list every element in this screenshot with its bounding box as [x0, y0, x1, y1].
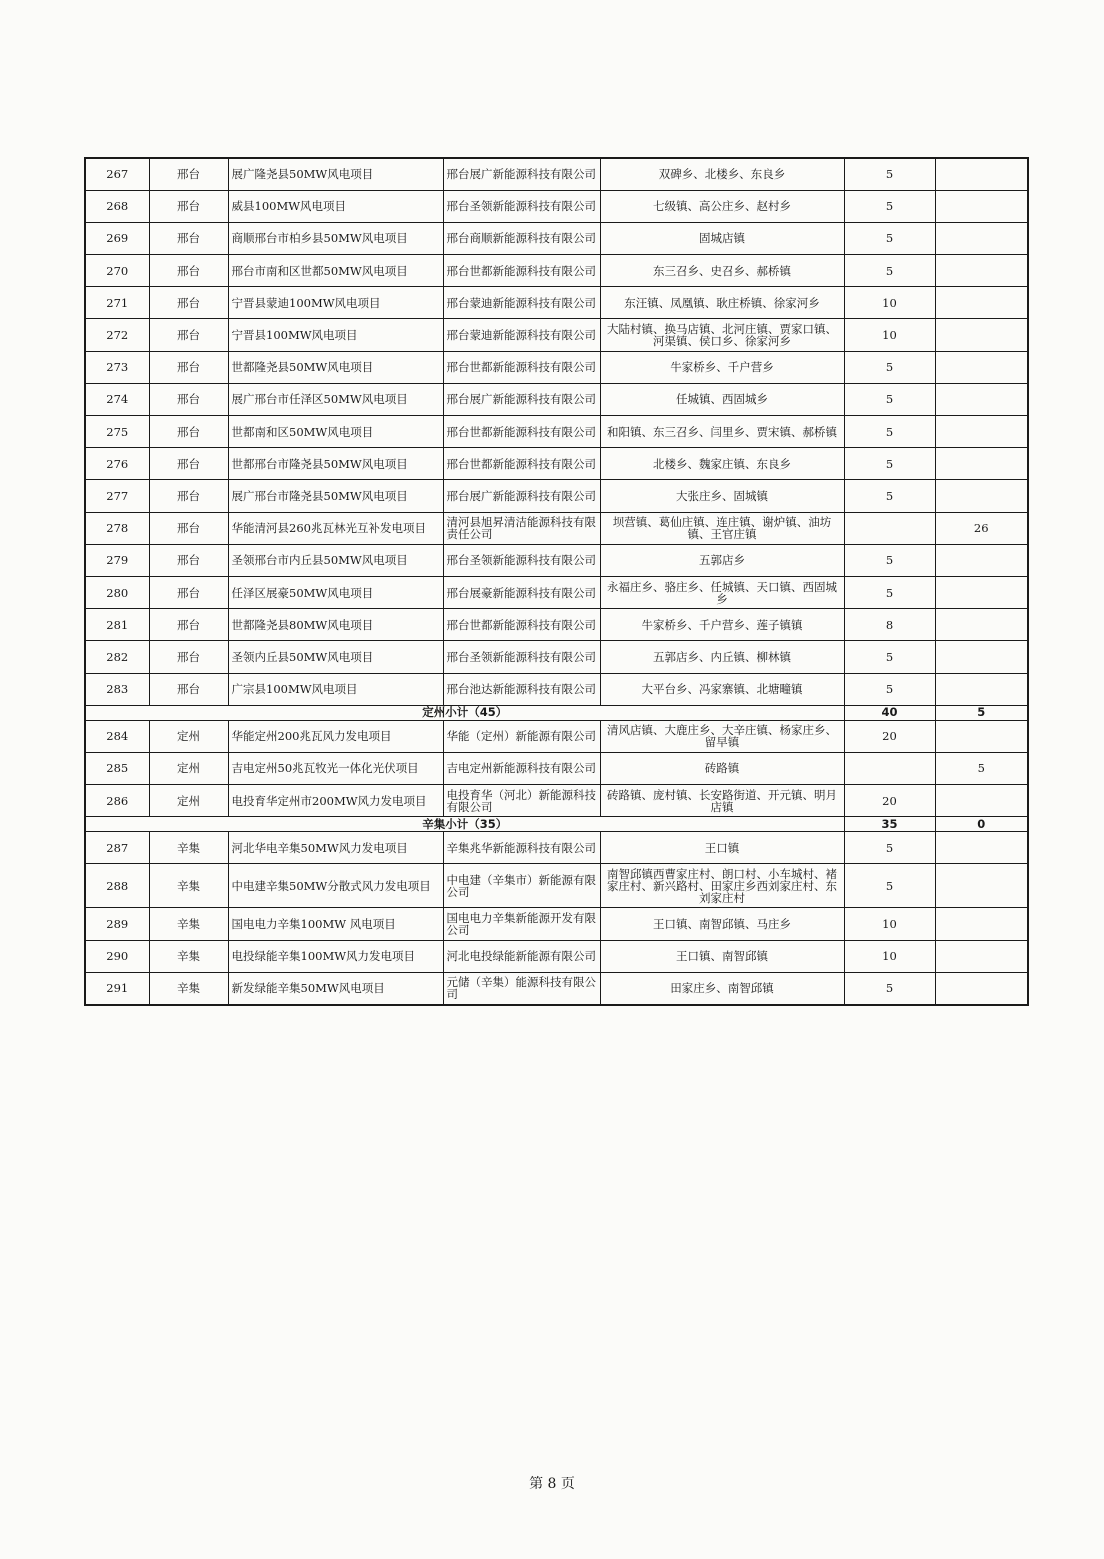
subtotal-row: [85, 705, 1028, 720]
capacity-b-cell: [935, 673, 1028, 705]
towns-cell: 永福庄乡、骆庄乡、任城镇、天口镇、西固城乡: [600, 576, 844, 608]
table-row: [85, 972, 1028, 1004]
company-cell: 邢台世都新能源科技有限公司: [443, 448, 600, 480]
capacity-b-cell: [935, 448, 1028, 480]
row-number: 272: [85, 319, 149, 351]
table-row: [85, 785, 1028, 817]
company-cell: 邢台展广新能源科技有限公司: [443, 383, 600, 415]
row-number: 278: [85, 512, 149, 544]
towns-cell: 砖路镇、庞村镇、长安路街道、开元镇、明月店镇: [600, 785, 844, 817]
row-number: 269: [85, 222, 149, 254]
table-row: [85, 752, 1028, 784]
capacity-b-cell: [935, 720, 1028, 752]
row-number: 276: [85, 448, 149, 480]
capacity-a-cell: 10: [844, 287, 935, 319]
company-cell: 邢台蒙迪新能源科技有限公司: [443, 287, 600, 319]
region-cell: 邢台: [149, 255, 228, 287]
table-row: [85, 832, 1028, 864]
row-number: 284: [85, 720, 149, 752]
capacity-a-cell: 5: [844, 222, 935, 254]
towns-cell: 大陆村镇、换马店镇、北河庄镇、贾家口镇、河渠镇、侯口乡、徐家河乡: [600, 319, 844, 351]
towns-cell: 大张庄乡、固城镇: [600, 480, 844, 512]
project-name-cell: 圣领内丘县50MW风电项目: [228, 641, 443, 673]
capacity-b-cell: [935, 544, 1028, 576]
region-cell: 邢台: [149, 287, 228, 319]
company-cell: 河北电投绿能新能源有限公司: [443, 940, 600, 972]
row-number: 271: [85, 287, 149, 319]
towns-cell: 东三召乡、史召乡、郝桥镇: [600, 255, 844, 287]
capacity-a-cell: 5: [844, 480, 935, 512]
region-cell: 邢台: [149, 351, 228, 383]
project-name-cell: 华能定州200兆瓦风力发电项目: [228, 720, 443, 752]
capacity-a-cell: 5: [844, 351, 935, 383]
region-cell: 邢台: [149, 222, 228, 254]
capacity-b-cell: [935, 255, 1028, 287]
table-row: [85, 222, 1028, 254]
capacity-b-cell: [935, 222, 1028, 254]
company-cell: 邢台展广新能源科技有限公司: [443, 158, 600, 190]
project-name-cell: 世都隆尧县80MW风电项目: [228, 609, 443, 641]
towns-cell: 五郭店乡、内丘镇、柳林镇: [600, 641, 844, 673]
company-cell: 中电建（辛集市）新能源有限公司: [443, 864, 600, 908]
project-name-cell: 中电建辛集50MW分散式风力发电项目: [228, 864, 443, 908]
capacity-a-cell: 5: [844, 190, 935, 222]
towns-cell: 牛家桥乡、千户营乡: [600, 351, 844, 383]
company-cell: 元储（辛集）能源科技有限公司: [443, 972, 600, 1004]
capacity-b-cell: [935, 351, 1028, 383]
subtotal-row: [85, 817, 1028, 832]
row-number: 274: [85, 383, 149, 415]
capacity-b-cell: [935, 480, 1028, 512]
table-row: [85, 158, 1028, 190]
company-cell: 邢台世都新能源科技有限公司: [443, 255, 600, 287]
capacity-a-cell: 5: [844, 641, 935, 673]
region-cell: 定州: [149, 720, 228, 752]
capacity-b-cell: [935, 785, 1028, 817]
towns-cell: 王口镇、南智邱镇、马庄乡: [600, 908, 844, 940]
towns-cell: 大平台乡、冯家寨镇、北塘疃镇: [600, 673, 844, 705]
capacity-a-cell: 5: [844, 673, 935, 705]
capacity-a-cell: 5: [844, 972, 935, 1004]
table-row: [85, 609, 1028, 641]
towns-cell: 坝营镇、葛仙庄镇、连庄镇、谢炉镇、油坊镇、王官庄镇: [600, 512, 844, 544]
towns-cell: 清风店镇、大鹿庄乡、大辛庄镇、杨家庄乡、留早镇: [600, 720, 844, 752]
region-cell: 邢台: [149, 480, 228, 512]
project-name-cell: 世都南和区50MW风电项目: [228, 416, 443, 448]
region-cell: 邢台: [149, 190, 228, 222]
row-number: 280: [85, 576, 149, 608]
row-number: 288: [85, 864, 149, 908]
project-name-cell: 展广邢台市隆尧县50MW风电项目: [228, 480, 443, 512]
region-cell: 定州: [149, 785, 228, 817]
table-row: [85, 512, 1028, 544]
company-cell: 电投育华（河北）新能源科技有限公司: [443, 785, 600, 817]
subtotal-b: 5: [935, 705, 1028, 720]
project-name-cell: 世都邢台市隆尧县50MW风电项目: [228, 448, 443, 480]
company-cell: 邢台世都新能源科技有限公司: [443, 609, 600, 641]
region-cell: 辛集: [149, 832, 228, 864]
company-cell: 邢台展豪新能源科技有限公司: [443, 576, 600, 608]
region-cell: 邢台: [149, 576, 228, 608]
towns-cell: 和阳镇、东三召乡、闫里乡、贾宋镇、郝桥镇: [600, 416, 844, 448]
towns-cell: 王口镇: [600, 832, 844, 864]
towns-cell: 砖路镇: [600, 752, 844, 784]
row-number: 285: [85, 752, 149, 784]
project-name-cell: 电投育华定州市200MW风力发电项目: [228, 785, 443, 817]
project-table: [84, 157, 1029, 1006]
region-cell: 邢台: [149, 641, 228, 673]
capacity-b-cell: [935, 319, 1028, 351]
capacity-a-cell: 5: [844, 864, 935, 908]
capacity-b-cell: [935, 972, 1028, 1004]
company-cell: 邢台世都新能源科技有限公司: [443, 416, 600, 448]
capacity-a-cell: 5: [844, 576, 935, 608]
subtotal-label: 定州小计（45）: [85, 705, 844, 720]
row-number: 273: [85, 351, 149, 383]
region-cell: 辛集: [149, 940, 228, 972]
region-cell: 邢台: [149, 448, 228, 480]
row-number: 270: [85, 255, 149, 287]
row-number: 267: [85, 158, 149, 190]
capacity-b-cell: 26: [935, 512, 1028, 544]
capacity-a-cell: 5: [844, 448, 935, 480]
table-row: [85, 480, 1028, 512]
company-cell: 吉电定州新能源科技有限公司: [443, 752, 600, 784]
company-cell: 邢台池达新能源科技有限公司: [443, 673, 600, 705]
capacity-b-cell: [935, 864, 1028, 908]
capacity-a-cell: 5: [844, 544, 935, 576]
row-number: 286: [85, 785, 149, 817]
table-row: [85, 448, 1028, 480]
capacity-a-cell: [844, 512, 935, 544]
row-number: 279: [85, 544, 149, 576]
region-cell: 邢台: [149, 673, 228, 705]
project-name-cell: 宁晋县100MW风电项目: [228, 319, 443, 351]
project-name-cell: 世都隆尧县50MW风电项目: [228, 351, 443, 383]
region-cell: 邢台: [149, 512, 228, 544]
company-cell: 邢台圣领新能源科技有限公司: [443, 544, 600, 576]
towns-cell: 固城店镇: [600, 222, 844, 254]
project-name-cell: 广宗县100MW风电项目: [228, 673, 443, 705]
region-cell: 邢台: [149, 609, 228, 641]
row-number: 268: [85, 190, 149, 222]
company-cell: 国电电力辛集新能源开发有限公司: [443, 908, 600, 940]
capacity-a-cell: 5: [844, 255, 935, 287]
table-row: [85, 673, 1028, 705]
towns-cell: 七级镇、高公庄乡、赵村乡: [600, 190, 844, 222]
table-row: [85, 908, 1028, 940]
subtotal-a: 40: [844, 705, 935, 720]
row-number: 281: [85, 609, 149, 641]
capacity-a-cell: 5: [844, 416, 935, 448]
project-name-cell: 威县100MW风电项目: [228, 190, 443, 222]
company-cell: 邢台蒙迪新能源科技有限公司: [443, 319, 600, 351]
capacity-b-cell: [935, 287, 1028, 319]
table-row: [85, 255, 1028, 287]
capacity-a-cell: 5: [844, 383, 935, 415]
company-cell: 邢台圣领新能源科技有限公司: [443, 641, 600, 673]
towns-cell: 五郭店乡: [600, 544, 844, 576]
project-name-cell: 圣领邢台市内丘县50MW风电项目: [228, 544, 443, 576]
table-row: [85, 319, 1028, 351]
project-name-cell: 展广隆尧县50MW风电项目: [228, 158, 443, 190]
row-number: 277: [85, 480, 149, 512]
capacity-b-cell: [935, 609, 1028, 641]
project-name-cell: 新发绿能辛集50MW风电项目: [228, 972, 443, 1004]
row-number: 275: [85, 416, 149, 448]
capacity-b-cell: [935, 190, 1028, 222]
capacity-b-cell: [935, 832, 1028, 864]
company-cell: 华能（定州）新能源有限公司: [443, 720, 600, 752]
capacity-b-cell: [935, 383, 1028, 415]
table-row: [85, 351, 1028, 383]
table-row: [85, 641, 1028, 673]
region-cell: 邢台: [149, 544, 228, 576]
region-cell: 邢台: [149, 416, 228, 448]
row-number: 290: [85, 940, 149, 972]
capacity-a-cell: 5: [844, 158, 935, 190]
table-row: [85, 416, 1028, 448]
project-name-cell: 电投绿能辛集100MW风力发电项目: [228, 940, 443, 972]
region-cell: 辛集: [149, 864, 228, 908]
subtotal-a: 35: [844, 817, 935, 832]
capacity-a-cell: 8: [844, 609, 935, 641]
project-name-cell: 商顺邢台市柏乡县50MW风电项目: [228, 222, 443, 254]
capacity-b-cell: [935, 416, 1028, 448]
towns-cell: 东汪镇、凤凰镇、耿庄桥镇、徐家河乡: [600, 287, 844, 319]
project-name-cell: 展广邢台市任泽区50MW风电项目: [228, 383, 443, 415]
project-name-cell: 邢台市南和区世都50MW风电项目: [228, 255, 443, 287]
project-name-cell: 河北华电辛集50MW风力发电项目: [228, 832, 443, 864]
company-cell: 辛集兆华新能源科技有限公司: [443, 832, 600, 864]
towns-cell: 任城镇、西固城乡: [600, 383, 844, 415]
capacity-b-cell: [935, 908, 1028, 940]
capacity-a-cell: 10: [844, 940, 935, 972]
company-cell: 邢台展广新能源科技有限公司: [443, 480, 600, 512]
company-cell: 邢台圣领新能源科技有限公司: [443, 190, 600, 222]
project-name-cell: 国电电力辛集100MW 风电项目: [228, 908, 443, 940]
capacity-a-cell: 10: [844, 908, 935, 940]
region-cell: 邢台: [149, 383, 228, 415]
project-name-cell: 宁晋县蒙迪100MW风电项目: [228, 287, 443, 319]
project-name-cell: 华能清河县260兆瓦林光互补发电项目: [228, 512, 443, 544]
table-row: [85, 940, 1028, 972]
region-cell: 辛集: [149, 908, 228, 940]
table-row: [85, 720, 1028, 752]
company-cell: 清河县旭昇清洁能源科技有限责任公司: [443, 512, 600, 544]
region-cell: 邢台: [149, 319, 228, 351]
capacity-a-cell: 20: [844, 720, 935, 752]
table-row: [85, 287, 1028, 319]
region-cell: 辛集: [149, 972, 228, 1004]
capacity-a-cell: 20: [844, 785, 935, 817]
towns-cell: 田家庄乡、南智邱镇: [600, 972, 844, 1004]
company-cell: 邢台商顺新能源科技有限公司: [443, 222, 600, 254]
towns-cell: 牛家桥乡、千户营乡、莲子镇镇: [600, 609, 844, 641]
page-number: 第 8 页: [529, 1476, 575, 1492]
towns-cell: 双碑乡、北楼乡、东良乡: [600, 158, 844, 190]
subtotal-label: 辛集小计（35）: [85, 817, 844, 832]
capacity-a-cell: 5: [844, 832, 935, 864]
subtotal-b: 0: [935, 817, 1028, 832]
table-row: [85, 576, 1028, 608]
row-number: 289: [85, 908, 149, 940]
capacity-b-cell: [935, 158, 1028, 190]
row-number: 287: [85, 832, 149, 864]
region-cell: 定州: [149, 752, 228, 784]
company-cell: 邢台世都新能源科技有限公司: [443, 351, 600, 383]
table-row: [85, 544, 1028, 576]
capacity-b-cell: [935, 641, 1028, 673]
capacity-b-cell: [935, 576, 1028, 608]
towns-cell: 北楼乡、魏家庄镇、东良乡: [600, 448, 844, 480]
region-cell: 邢台: [149, 158, 228, 190]
row-number: 283: [85, 673, 149, 705]
project-name-cell: 任泽区展豪50MW风电项目: [228, 576, 443, 608]
capacity-a-cell: [844, 752, 935, 784]
table-row: [85, 190, 1028, 222]
capacity-b-cell: 5: [935, 752, 1028, 784]
project-name-cell: 吉电定州50兆瓦牧光一体化光伏项目: [228, 752, 443, 784]
towns-cell: 王口镇、南智邱镇: [600, 940, 844, 972]
capacity-a-cell: 10: [844, 319, 935, 351]
row-number: 282: [85, 641, 149, 673]
towns-cell: 南智邱镇西曹家庄村、朗口村、小车城村、褚家庄村、新兴路村、田家庄乡西刘家庄村、东刘家庄村: [600, 864, 844, 908]
row-number: 291: [85, 972, 149, 1004]
table-row: [85, 864, 1028, 908]
table-row: [85, 383, 1028, 415]
capacity-b-cell: [935, 940, 1028, 972]
